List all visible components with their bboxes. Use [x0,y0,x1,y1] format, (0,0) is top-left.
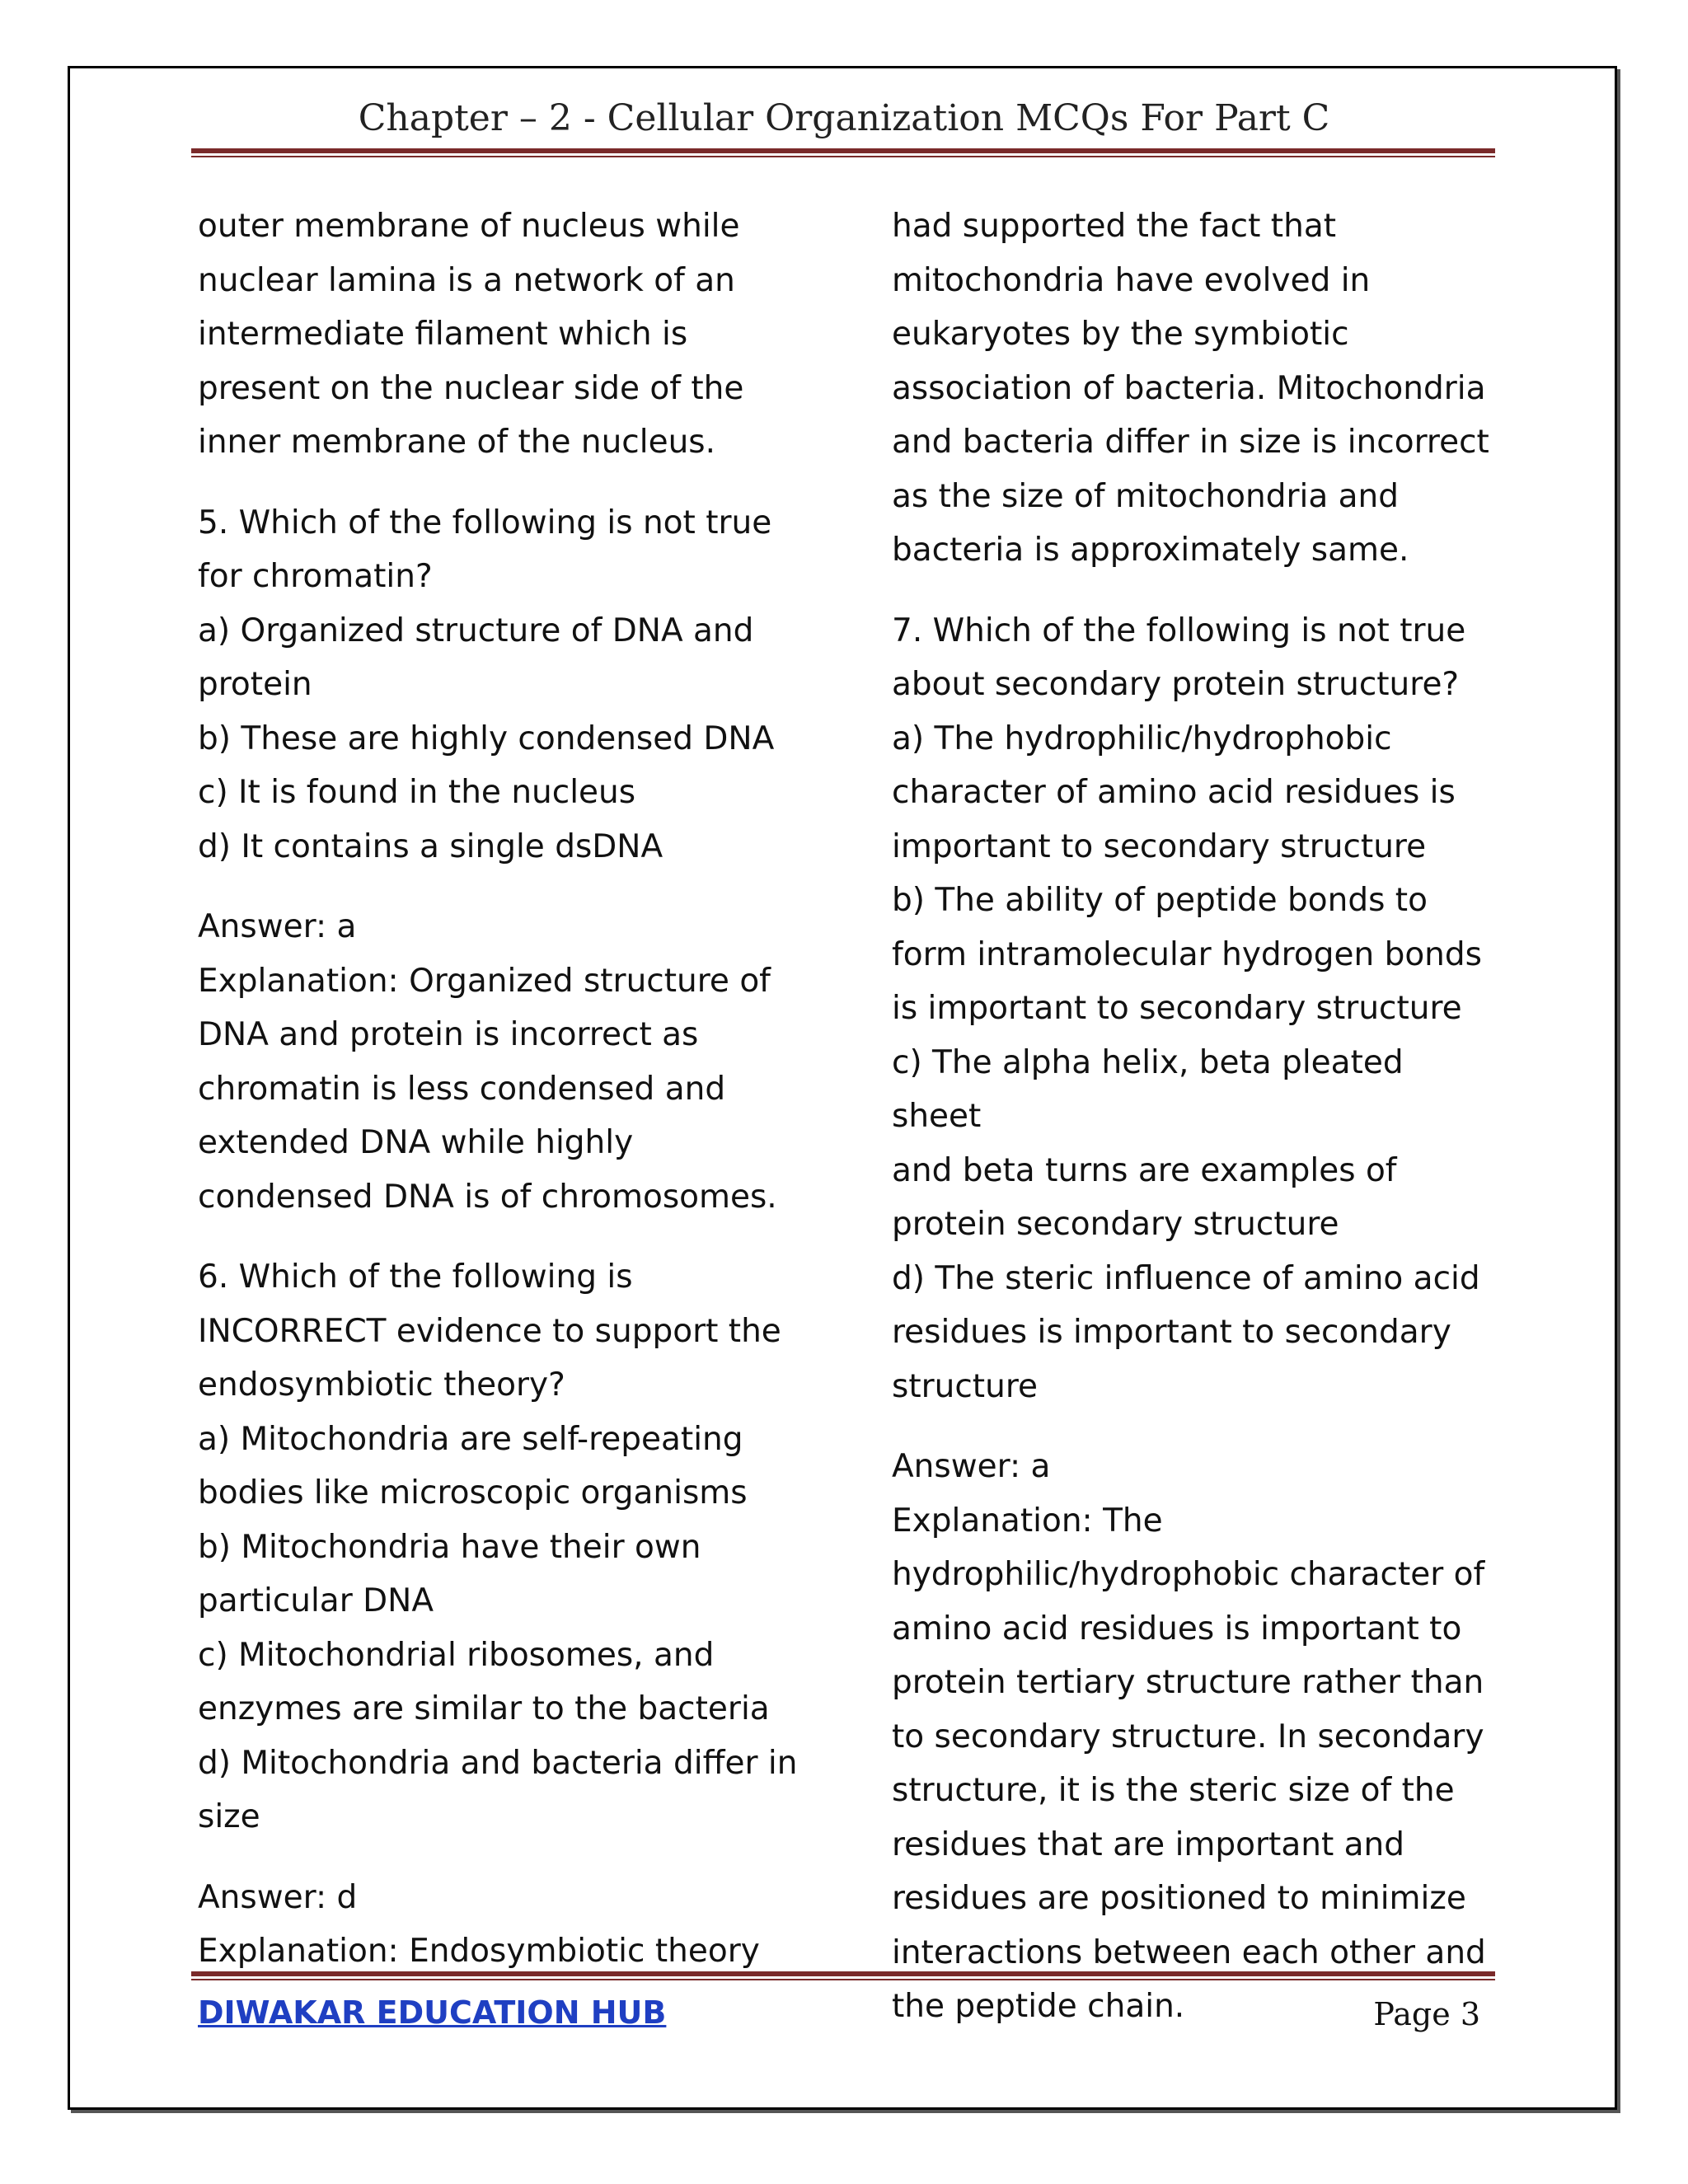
paragraph-gap [198,470,808,496]
text-line: nuclear lamina is a network of an [198,261,735,299]
text-line: residues is important to secondary [892,1314,1451,1351]
text-line: chromatin is less condensed and [198,1070,726,1108]
text-line: and bacteria differ in size is incorrect [892,424,1489,461]
text-line: bacteria is approximately same. [892,532,1409,569]
text-line: is important to secondary structure [892,990,1462,1027]
text-line: b) These are highly condensed DNA [198,719,775,757]
text-line: size [198,1798,260,1835]
footer-brand-link[interactable]: DIWAKAR EDUCATION HUB [198,1994,667,2031]
page-title: Chapter – 2 - Cellular Organization MCQs For Part C [358,97,1330,139]
text-line: association of bacteria. Mitochondria [892,369,1486,407]
text-line: endosymbiotic theory? [198,1366,565,1404]
text-line: hydrophilic/hydrophobic character of [892,1556,1485,1593]
text-line: b) Mitochondria have their own [198,1528,701,1566]
text-line: protein secondary structure [892,1206,1339,1243]
text-line: mitochondria have evolved in [892,261,1371,299]
paragraph-gap [892,578,1502,604]
text-line: a) The hydrophilic/hydrophobic [892,719,1392,757]
text-line: c) It is found in the nucleus [198,774,636,811]
text-line: as the size of mitochondria and [892,477,1400,515]
text-line: 7. Which of the following is not true [892,612,1466,649]
text-line: protein [198,666,312,703]
text-line: eukaryotes by the symbiotic [892,316,1349,353]
text-line: residues that are important and [892,1825,1405,1863]
text-line: important to secondary structure [892,827,1427,865]
text-line: c) The alpha helix, beta pleated sheet [892,1043,1404,1135]
text-line: Explanation: Endosymbiotic theory [198,1933,760,1970]
text-line: enzymes are similar to the bacteria [198,1690,770,1727]
text-line: structure [892,1367,1038,1405]
text-line: for chromatin? [198,558,433,595]
text-line: inner membrane of the nucleus. [198,424,715,461]
text-line: condensed DNA is of chromosomes. [198,1178,777,1216]
text-line: d) Mitochondria and bacteria differ in [198,1744,798,1782]
text-line: residues are positioned to minimize [892,1880,1466,1917]
paragraph-gap [892,1413,1502,1440]
text-line: a) Mitochondria are self-repeating [198,1420,743,1458]
text-line: protein tertiary structure rather than [892,1664,1484,1701]
text-line: Answer: a [198,908,357,945]
text-line: present on the nuclear side of the [198,369,744,407]
text-line: 6. Which of the following is [198,1258,633,1296]
text-line: Answer: d [198,1878,358,1916]
text-line: the peptide chain. [892,1988,1185,2025]
text-line: about secondary protein structure? [892,666,1460,703]
text-line: DNA and protein is incorrect as [198,1016,699,1053]
text-line: bodies like microscopic organisms [198,1474,748,1511]
text-line: INCORRECT evidence to support the [198,1312,781,1350]
page-number: Page 3 [1373,1996,1480,2032]
text-line: c) Mitochondrial ribosomes, and [198,1636,715,1674]
text-line: 5. Which of the following is not true [198,504,772,541]
paragraph-gap [198,874,808,900]
text-line: extended DNA while highly [198,1124,634,1161]
header-divider [191,148,1495,157]
text-line: outer membrane of nucleus while [198,208,740,245]
text-line: Explanation: Organized structure of [198,962,771,1000]
text-line: d) It contains a single dsDNA [198,827,663,865]
left-column [198,199,808,1979]
paragraph-gap [198,1224,808,1250]
footer-divider [191,1971,1495,1980]
text-line: intermediate filament which is [198,316,688,353]
paragraph-gap [198,1844,808,1871]
text-line: amino acid residues is important to [892,1610,1462,1647]
right-column [892,199,1502,2034]
text-line: character of amino acid residues is [892,774,1456,811]
text-line: and beta turns are examples of [892,1151,1397,1189]
text-line: interactions between each other and [892,1933,1486,1971]
text-line: d) The steric influence of amino acid [892,1259,1480,1297]
text-line: had supported the fact that [892,208,1337,245]
text-line: b) The ability of peptide bonds to [892,882,1428,919]
text-line: a) Organized structure of DNA and [198,612,754,649]
text-line: structure, it is the steric size of the [892,1772,1455,1809]
text-line: to secondary structure. In secondary [892,1718,1484,1755]
text-line: particular DNA [198,1582,434,1619]
text-line: Answer: a [892,1448,1051,1485]
text-line: Explanation: The [892,1502,1163,1540]
text-line: form intramolecular hydrogen bonds [892,935,1482,973]
